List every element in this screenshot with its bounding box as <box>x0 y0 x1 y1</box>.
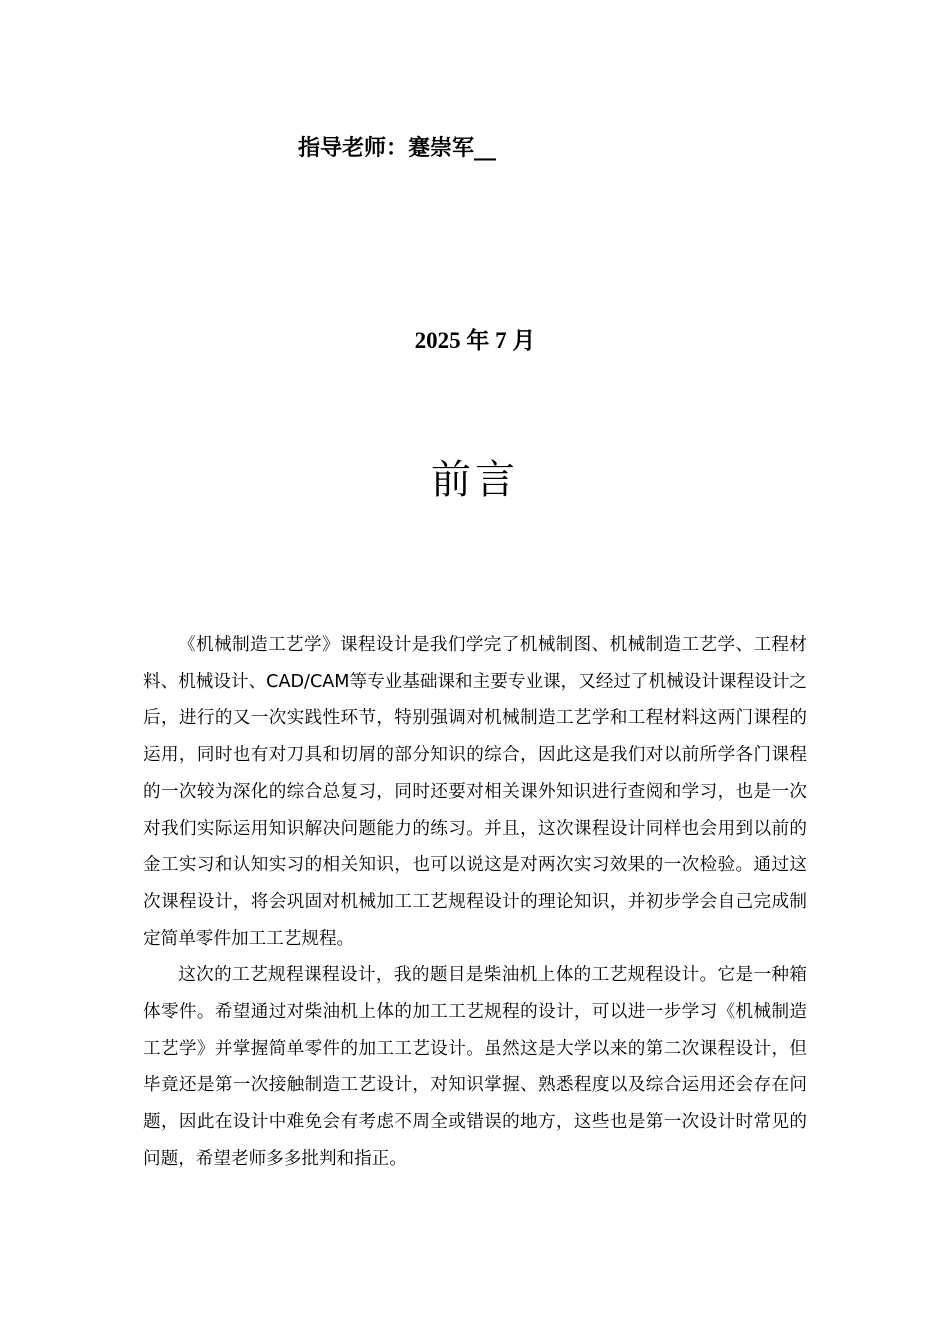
paragraph: 这次的工艺规程课程设计，我的题目是柴油机上体的工艺规程设计。它是一种箱体零件。希望通过对柴油机上体的加工工艺规程的设计，可以进一步学习《机械制造工艺学》并掌握简单零件的加工工艺设计。虽然这是大学以来的第二次课程设计，但毕竟还是第一次接触制造工艺设计，对知识掌握、熟悉程度以及综合运用还会存在问题，因此在设计中难免会有考虑不周全或错误的地方，这些也是第一次设计时常见的问题，希望老师多多批判和指正。 <box>143 965 807 1169</box>
advisor-line: 指导老师：蹇崇军__ <box>298 136 497 161</box>
date-line: 2025 年 7 月 <box>414 328 536 353</box>
paragraph: 《机械制造工艺学》课程设计是我们学完了机械制图、机械制造工艺学、工程材料、机械设计、CAD/CAM等专业基础课和主要专业课，又经过了机械设计课程设计之后，进行的又一次实践性环节，特别强调对机械制造工艺学和工程材料这两门课程的运用，同时也有对刀具和切屑的部分知识的综合，因此这是我们对以前所学各门课程的一次较为深化的综合总复习，同时还要对相关课外知识进行查阅和学习，也是一次对我们实际运用知识解决问题能力的练习。并且，这次课程设计同样也会用到以前的金工实习和认知实习的相关知识，也可以说这是对两次实习效果的一次检验。通过这次课程设计，将会巩固对机械加工工艺规程设计的理论知识，并初步学会自己完成制定简单零件加工工艺规程。 <box>143 635 807 949</box>
preface-heading: 前言 <box>431 457 519 503</box>
preface-body <box>143 627 807 1178</box>
